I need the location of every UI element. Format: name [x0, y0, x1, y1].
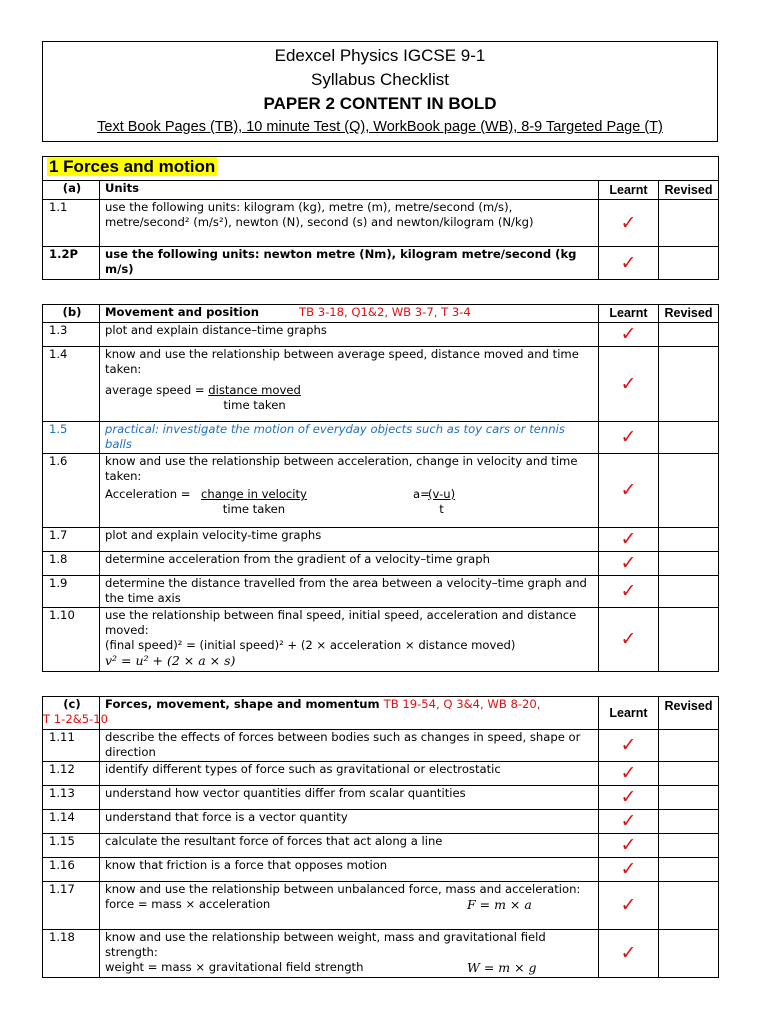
- equation-symbolic: W = m × g: [467, 960, 537, 975]
- row-text: use the following units: kilogram (kg), metre (m), metre/second (m/s), metre/second² (m/s²), newton (N), second (s) and newton/kilogram (N/kg): [100, 200, 599, 247]
- row-text: calculate the resultant force of forces that act along a line: [100, 834, 599, 858]
- sub-b-code: (b): [43, 305, 100, 323]
- row-num: 1.13: [43, 786, 100, 810]
- section-b-table: [42, 304, 719, 672]
- row-text: plot and explain distance–time graphs: [100, 323, 599, 347]
- revised-cell[interactable]: [659, 930, 719, 978]
- document-subtitle: Syllabus Checklist: [311, 70, 449, 89]
- learnt-checkmark-icon[interactable]: ✓: [599, 810, 659, 834]
- row-num: 1.15: [43, 834, 100, 858]
- revised-cell[interactable]: [659, 810, 719, 834]
- row-text: plot and explain velocity-time graphs: [100, 528, 599, 552]
- revised-header: Revised: [659, 181, 719, 200]
- equation-symbolic: v² = u² + (2 × a × s): [105, 653, 236, 668]
- revised-cell[interactable]: [659, 454, 719, 528]
- equation-left: Acceleration =: [105, 487, 191, 501]
- section-1-title: 1 Forces and motion: [49, 157, 216, 176]
- learnt-header: Learnt: [599, 305, 659, 323]
- sub-b-label: Movement and position: [105, 305, 259, 319]
- equation-numerator: change in velocity: [201, 487, 307, 501]
- revised-cell[interactable]: [659, 762, 719, 786]
- learnt-checkmark-icon[interactable]: ✓: [599, 552, 659, 576]
- sub-a-code: (a): [43, 181, 100, 200]
- learnt-checkmark-icon[interactable]: ✓: [599, 323, 659, 347]
- row-num: 1.18: [43, 930, 100, 978]
- row-num: 1.1: [43, 200, 100, 247]
- equation-numerator: distance moved: [208, 383, 301, 397]
- row-num: 1.9: [43, 576, 100, 608]
- revised-cell[interactable]: [659, 576, 719, 608]
- row-text: describe the effects of forces between bodies such as changes in speed, shape or direction: [100, 730, 599, 762]
- legend-line: Text Book Pages (TB), 10 minute Test (Q), WorkBook page (WB), 8-9 Targeted Page (T): [97, 119, 663, 135]
- learnt-checkmark-icon[interactable]: ✓: [599, 528, 659, 552]
- equation-denominator: time taken: [222, 502, 286, 516]
- equation-line: (final speed)² = (initial speed)² + (2 × acceleration × distance moved): [105, 638, 516, 652]
- learnt-checkmark-icon[interactable]: ✓: [599, 834, 659, 858]
- row-num: 1.16: [43, 858, 100, 882]
- equation2-denominator: t: [439, 502, 444, 516]
- equation-symbolic: F = m × a: [467, 897, 532, 912]
- learnt-checkmark-icon[interactable]: ✓: [599, 247, 659, 280]
- equation-left: average speed =: [105, 383, 209, 397]
- row-num: 1.17: [43, 882, 100, 930]
- revised-cell[interactable]: [659, 730, 719, 762]
- revised-cell[interactable]: [659, 200, 719, 247]
- row-num: 1.3: [43, 323, 100, 347]
- equation-denominator: time taken: [223, 398, 286, 412]
- learnt-checkmark-icon[interactable]: ✓: [599, 576, 659, 608]
- row-text: know and use the relationship between average speed, distance moved and time taken:: [105, 347, 579, 376]
- learnt-checkmark-icon[interactable]: ✓: [599, 347, 659, 422]
- row-num: 1.10: [43, 608, 100, 672]
- sub-c-refs-cont: T 1-2&5-10: [43, 712, 109, 726]
- revised-cell[interactable]: [659, 608, 719, 672]
- revised-cell[interactable]: [659, 323, 719, 347]
- learnt-header: Learnt: [599, 697, 659, 730]
- equation-word: force = mass × acceleration: [105, 897, 271, 911]
- learnt-checkmark-icon[interactable]: ✓: [599, 730, 659, 762]
- row-text: understand that force is a vector quantity: [100, 810, 599, 834]
- learnt-checkmark-icon[interactable]: ✓: [599, 608, 659, 672]
- learnt-checkmark-icon[interactable]: ✓: [599, 882, 659, 930]
- row-text: know and use the relationship between acceleration, change in velocity and time taken:: [105, 454, 578, 483]
- revised-header: Revised: [659, 305, 719, 323]
- row-text: determine acceleration from the gradient of a velocity–time graph: [100, 552, 599, 576]
- row-text: know and use the relationship between weight, mass and gravitational field strength:: [105, 930, 546, 959]
- revised-cell[interactable]: [659, 786, 719, 810]
- row-num: 1.5: [43, 422, 100, 454]
- row-num: 1.14: [43, 810, 100, 834]
- learnt-checkmark-icon[interactable]: ✓: [599, 786, 659, 810]
- sub-a-label: Units: [100, 181, 599, 200]
- row-text: practical: investigate the motion of everyday objects such as toy cars or tennis balls: [100, 422, 599, 454]
- sub-c-refs: TB 19-54, Q 3&4, WB 8-20,: [383, 697, 541, 711]
- sub-c-label: Forces, movement, shape and momentum: [105, 697, 380, 711]
- learnt-checkmark-icon[interactable]: ✓: [599, 422, 659, 454]
- row-num: 1.12: [43, 762, 100, 786]
- learnt-header: Learnt: [599, 181, 659, 200]
- row-num: 1.11: [43, 730, 100, 762]
- revised-cell[interactable]: [659, 882, 719, 930]
- learnt-checkmark-icon[interactable]: ✓: [599, 200, 659, 247]
- document-title: Edexcel Physics IGCSE 9-1: [274, 46, 486, 65]
- revised-cell[interactable]: [659, 834, 719, 858]
- revised-cell[interactable]: [659, 347, 719, 422]
- revised-cell[interactable]: [659, 552, 719, 576]
- row-text: know that friction is a force that opposes motion: [100, 858, 599, 882]
- learnt-checkmark-icon[interactable]: ✓: [599, 762, 659, 786]
- paper-note: PAPER 2 CONTENT IN BOLD: [263, 94, 497, 113]
- row-num: 1.7: [43, 528, 100, 552]
- row-text: use the relationship between final speed, initial speed, acceleration and distance moved:: [105, 608, 577, 637]
- row-text: understand how vector quantities differ from scalar quantities: [100, 786, 599, 810]
- revised-cell[interactable]: [659, 247, 719, 280]
- learnt-checkmark-icon[interactable]: ✓: [599, 454, 659, 528]
- revised-header: Revised: [659, 697, 719, 730]
- document-header: [42, 41, 718, 142]
- learnt-checkmark-icon[interactable]: ✓: [599, 858, 659, 882]
- sub-b-refs: TB 3-18, Q1&2, WB 3-7, T 3-4: [299, 305, 471, 319]
- section-1-table: [42, 156, 719, 280]
- row-text: use the following units: newton metre (Nm), kilogram metre/second (kg m/s): [100, 247, 599, 280]
- sub-c-code: (c): [43, 697, 100, 730]
- row-num: 1.2P: [43, 247, 100, 280]
- section-c-table: [42, 696, 719, 978]
- revised-cell[interactable]: [659, 422, 719, 454]
- row-text: identify different types of force such as gravitational or electrostatic: [100, 762, 599, 786]
- learnt-checkmark-icon[interactable]: ✓: [599, 930, 659, 978]
- equation-word: weight = mass × gravitational field strength: [105, 960, 364, 974]
- row-num: 1.6: [43, 454, 100, 528]
- equation2-numerator: (v-u): [428, 487, 456, 501]
- revised-cell[interactable]: [659, 858, 719, 882]
- row-text: determine the distance travelled from the area between a velocity–time graph and the time axis: [100, 576, 599, 608]
- equation2-left: a=: [413, 487, 430, 501]
- row-num: 1.4: [43, 347, 100, 422]
- row-text: know and use the relationship between unbalanced force, mass and acceleration:: [105, 882, 581, 896]
- row-num: 1.8: [43, 552, 100, 576]
- revised-cell[interactable]: [659, 528, 719, 552]
